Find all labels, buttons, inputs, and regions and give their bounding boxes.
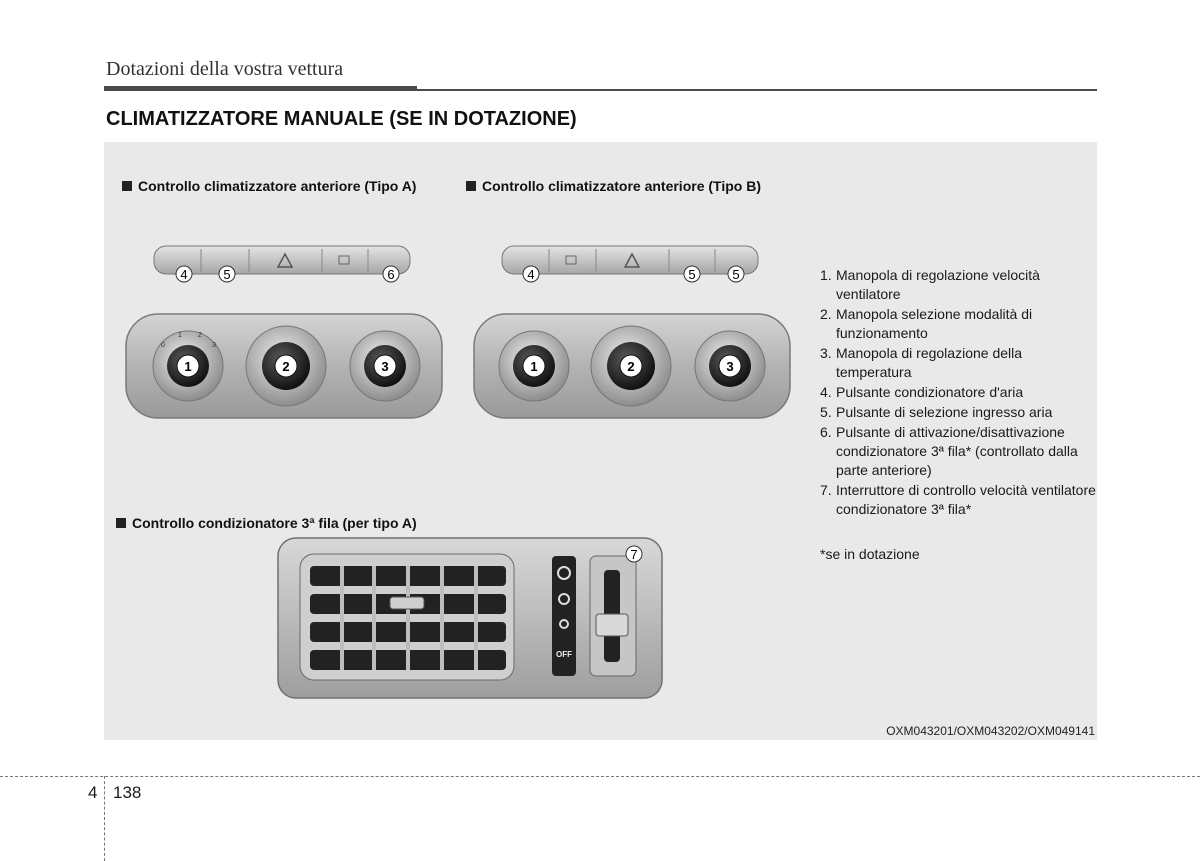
badge-button-b-1 — [523, 266, 539, 282]
knob-2-a — [246, 326, 326, 406]
chapter-number: 4 — [88, 783, 98, 802]
page-number: 138 — [113, 783, 142, 802]
knob-1-a — [153, 331, 223, 401]
legend-list — [820, 266, 1100, 520]
legend-item: 6. Pulsante di attivazione/disattivazione condizionatore 3ª fila* (controllato dalla parte anteriore) — [820, 424, 1078, 478]
badge-text: 5 — [223, 267, 231, 282]
knob-3-b — [695, 331, 765, 401]
knob-label: 2 — [282, 359, 290, 374]
button-strip-b — [502, 246, 758, 274]
badge-button-a-2 — [219, 266, 235, 282]
figure-panel — [104, 142, 1097, 740]
control-panel-type-b — [474, 246, 790, 418]
knob-label: 3 — [381, 359, 389, 374]
control-panel-type-a — [126, 246, 442, 418]
badge-text: 7 — [630, 547, 638, 562]
knob-2-b — [591, 326, 671, 406]
figure-code: OXM043201/OXM043202/OXM049141 — [886, 724, 1095, 738]
legend-item: 3. Manopola di regolazione della temperatura — [820, 345, 1023, 380]
legend-item: 5. Pulsante di selezione ingresso aria — [820, 404, 1053, 420]
legend-item: 1. Manopola di regolazione velocità ventilatore — [820, 267, 1040, 302]
caption-type-a: Controllo climatizzatore anteriore (Tipo A) — [122, 178, 416, 194]
badge-button-b-3 — [728, 266, 744, 282]
knob-label: 2 — [627, 359, 635, 374]
fan-scale-text: 1 — [178, 332, 182, 339]
footer-rule-vertical — [104, 776, 105, 861]
knob-label: 1 — [184, 359, 192, 374]
badge-text: 5 — [732, 267, 740, 282]
knob-3-a — [350, 331, 420, 401]
badge-text: 4 — [180, 267, 188, 282]
badge-text: 6 — [387, 267, 395, 282]
badge-text: 5 — [688, 267, 696, 282]
legend-item: 2. Manopola selezione modalità di funzionamento — [820, 306, 1033, 341]
knob-label: 1 — [530, 359, 538, 374]
badge-button-a-3 — [383, 266, 399, 282]
slider-thumb — [596, 614, 628, 636]
badge-switch-7 — [626, 546, 642, 562]
badge-button-b-2 — [684, 266, 700, 282]
rear-vent-assembly — [278, 538, 662, 698]
caption-third-row: Controllo condizionatore 3ª fila (per tipo A) — [116, 515, 417, 531]
running-title: Dotazioni della vostra vettura — [106, 58, 344, 80]
footer-rule — [0, 776, 1200, 777]
off-label: OFF — [556, 650, 572, 659]
knob-label: 3 — [726, 359, 734, 374]
fan-scale-text: 2 — [198, 332, 202, 339]
badge-text: 4 — [527, 267, 535, 282]
header-rule — [104, 86, 417, 91]
caption-type-b: Controllo climatizzatore anteriore (Tipo B) — [466, 178, 761, 194]
badge-button-a-1 — [176, 266, 192, 282]
legend-note: *se in dotazione — [820, 546, 920, 562]
header-rule-thin — [417, 89, 1097, 91]
vent-tab — [390, 597, 424, 609]
legend-item: 4. Pulsante condizionatore d'aria — [820, 384, 1024, 400]
fan-scale-text: 0 — [161, 342, 165, 349]
knob-1-b — [499, 331, 569, 401]
legend-item: 7. Interruttore di controllo velocità ventilatore condizionatore 3ª fila* — [820, 482, 1096, 517]
section-title: CLIMATIZZATORE MANUALE (SE IN DOTAZIONE) — [106, 108, 577, 130]
fan-scale-text: 3 — [212, 342, 216, 349]
